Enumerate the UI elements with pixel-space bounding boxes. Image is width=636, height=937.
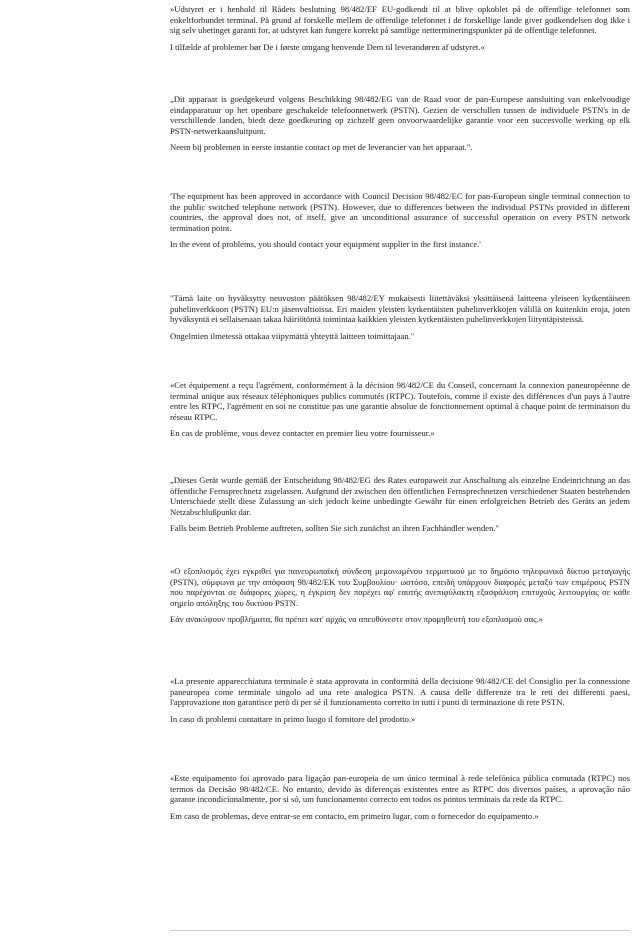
notice-danish — [170, 4, 630, 52]
notice-french-contact: En cas de problème, vous devez contacter en premier lieu votre fournisseur.» — [170, 428, 435, 439]
notice-danish-body: »Udstyret er i henhold til Rådets beslutning 98/482/EF EU-godkendt til at blive opkoblet på de offentlige telefonnet som enkeltforbundet terminal. På grund af forskelle mellem de offentlige telefonnet i de forskellige lande giver godkendelsen dog ikke i sig selv ubetinget garanti for, at udstyret kan fungere korrekt på samtlige nettermineringspunkter på de offentlige telefonnet. — [170, 4, 630, 36]
notice-portuguese — [170, 773, 630, 821]
notice-english-contact: In the event of problems, you should contact your equipment supplier in the first instance.' — [170, 239, 481, 250]
notice-german-body: „Dieses Gerät wurde gemäß der Entscheidung 98/482/EG des Rates europaweit zur Anschaltung als einzelne Endeinrichtung an das öffentliche Fernsprechnetz zugelassen. Aufgrund der zwischen den öffentlichen Fernsprechnetzen verschiedener Staaten bestehenden Unterschiede stellt diese Zulassung an sich jedoch keine unbedingte Gewähr für einen erfolgreichen Betrieb des Geräts an jedem Netzabschlußpunkt dar. — [170, 475, 630, 517]
notice-italian-contact: In caso di problemi contattare in primo luogo il fornitore del prodotto.» — [170, 713, 416, 724]
notice-german-contact: Falls beim Betrieb Probleme auftreten, sollten Sie sich zunächst an ihren Fachhändler wenden." — [170, 523, 500, 534]
notice-greek-body: «Ο εξοπλισμός έχει εγκριθεί για πανευρωπαϊκή σύνδεση μεμονωμένου τερματικού με το δημόσιο τηλεφωνικό δίκτυο μεταγωγής (PSTN), σύμφωνα με την απόφαση 98/482/ΕΚ του Συμβουλίου· ωστόσο, επειδή υπάρχουν διαφορές μεταξύ των επιμέρους PSTN που παρέχονται σε διάφορες χώρες, η έγκριση δεν παρέχει αφ' εαυτής ανεπιφύλακτη εξασφάλιση επιτυχούς λειτουργίας σε κάθε σημείο απόληξης του δικτύου PSTN. — [170, 566, 630, 608]
notice-finnish-contact: Ongelmien ilmetessä ottakaa viipymättä yhteyttä laitteen toimittajaan." — [170, 330, 415, 341]
notice-finnish-body: "Tämä laite on hyväksytty neuvoston päätöksen 98/482/EY mukaisesti liitettäväksi yksittäisenä laitteena yleiseen kytkentäiseen puhelinverkkoon (PSTN) EU:n jäsenvaltioissa. Eri maiden yleisten kytkentäisten puhelinverkkojen välillä on kuitenkin eroja, joten hyväksyntä ei sellaisenaan takaa häiriötöntä toimintaa kaikkien yleisten kytkentäisten puhelinverkkojen liityntäpisteissä. — [170, 293, 630, 325]
notice-english-body: 'The equipment has been approved in accordance with Council Decision 98/482/EC for pan-European single terminal connection to the public switched telephone network (PSTN). However, due to differences between the individual PSTNs provided in different countries, the approval does not, of itself, give an unconditional assurance of successful operation on every PSTN network termination point. — [170, 191, 630, 233]
notice-dutch-contact: Neem bij problemen in eerste instantie contact op met de leverancier van het apparaat.". — [170, 142, 473, 153]
notice-finnish — [170, 293, 630, 341]
notice-portuguese-body: «Este equipamento foi aprovado para ligação pan-europeia de um único terminal à rede telefónica pública comutada (RTPC) nos termos da Decisão 98/482/CE. No entanto, devido às diferenças existentes entre as RTPC dos diversos países, a aprovação não garante incondicionalmente, por si só, um funcionamento correcto em todos os pontos terminais da rede da RTPC. — [170, 773, 630, 805]
notice-italian-body: «La presente apparecchiatura terminale è stata approvata in conformità della decisione 98/482/CE del Consiglio per la connessione paneuropea come terminale singolo ad una rete analogica PSTN. A causa delle differenze tra le reti dei differenti paesi, l'approvazione non garantisce però di per sé il funzionamento corretto in tutti i punti di terminazione di rete PSTN. — [170, 676, 630, 708]
notice-english — [170, 191, 630, 250]
notice-french — [170, 380, 630, 439]
notice-italian — [170, 676, 630, 724]
notice-german — [170, 475, 630, 534]
notice-portuguese-contact: Em caso de problemas, deve entrar-se em contacto, em primeiro lugar, com o fornecedor do equipamento.» — [170, 810, 539, 821]
notice-dutch — [170, 94, 630, 153]
notice-french-body: «Cet équipement a reçu l'agrément, conformément à la décision 98/482/CE du Conseil, concernant la connexion paneuropéenne de terminal unique aux réseaux téléphoniques publics commutés (RTPC). Toutefois, comme il existe des différences d'un pays à l'autre entre les RTPC, l'agrément en soi ne constitue pas une garantie absolue de fonctionnement optimal à chaque point de terminaison du réseau RTPC. — [170, 380, 630, 422]
notice-danish-contact: I tilfælde af problemer bør De i første omgang henvende Dem til leverandøren af udstyret.« — [170, 41, 485, 52]
notice-dutch-body: „Dit apparaat is goedgekeurd volgens Beschikking 98/482/EG van de Raad voor de pan-Europese aansluiting van enkelvoudige eindapparatuur op het openbare geschakelde telefoonnetwerk (PSTN). Gezien de verschillen tussen de individuele PSTN's in de verschillende landen, biedt deze goedkeuring op zichzelf geen onvoorwaardelijke garantie voor een succesvolle werking op elk PSTN-netwerkaansluitpunt. — [170, 94, 630, 136]
notice-greek-contact: Εάν ανακύψουν προβλήματα, θα πρέπει κατ' αρχάς να απευθύνεστε στον προμηθευτή του εξοπλισμού σας.» — [170, 614, 543, 625]
page-bottom-rule — [170, 930, 630, 931]
notice-greek — [170, 566, 630, 625]
